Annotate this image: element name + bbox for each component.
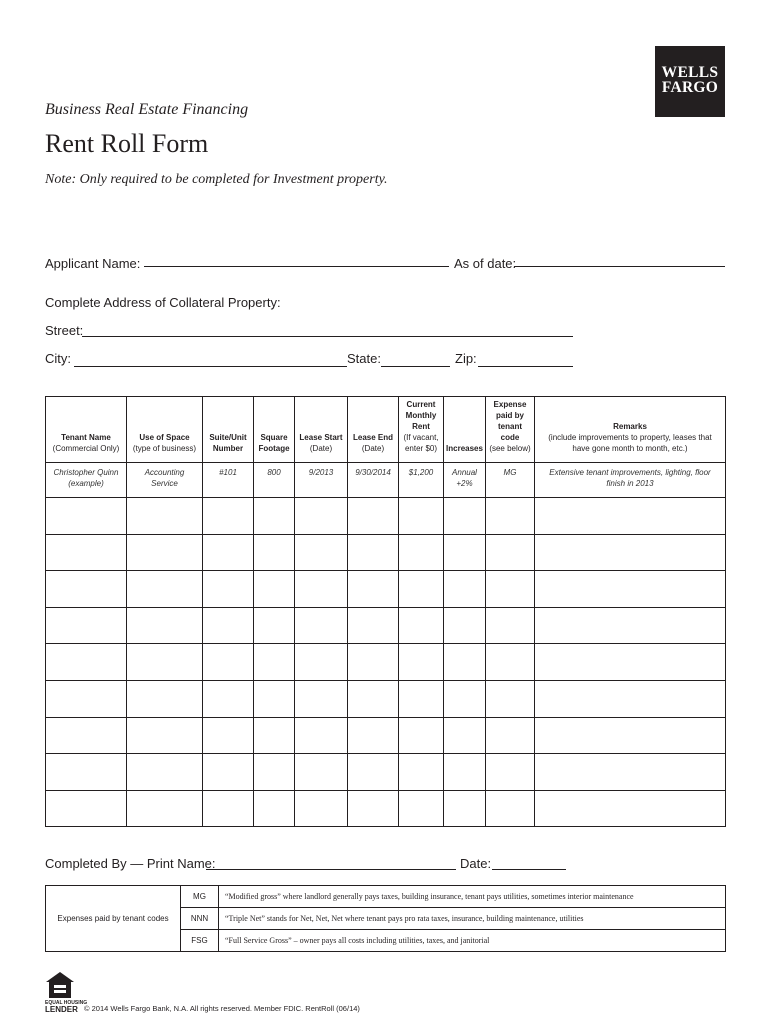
table-cell[interactable] — [444, 680, 486, 717]
code-mg-desc: “Modified gross” where landlord generally pays taxes, building insurance, tenant pays utilities, sometimes interior maintenance — [219, 886, 726, 908]
table-cell[interactable] — [203, 498, 254, 535]
table-cell[interactable] — [127, 571, 203, 608]
form-note: Note: Only required to be completed for Investment property. — [45, 172, 388, 187]
form-title: Rent Roll Form — [45, 129, 209, 158]
as-of-date-label: As of date: — [454, 256, 517, 271]
table-cell[interactable] — [348, 534, 399, 571]
table-row[interactable] — [46, 534, 726, 571]
table-cell[interactable] — [444, 790, 486, 827]
table-cell[interactable] — [348, 498, 399, 535]
equal-housing-icon — [45, 971, 75, 999]
table-cell[interactable] — [444, 607, 486, 644]
table-cell[interactable] — [203, 754, 254, 791]
table-cell[interactable] — [486, 607, 535, 644]
example-row — [46, 463, 726, 498]
table-cell[interactable] — [535, 717, 726, 754]
table-cell[interactable] — [399, 498, 444, 535]
table-cell[interactable] — [486, 680, 535, 717]
table-cell[interactable] — [444, 717, 486, 754]
table-cell[interactable] — [535, 790, 726, 827]
street-field[interactable] — [82, 336, 573, 337]
table-cell[interactable] — [535, 498, 726, 535]
table-cell[interactable] — [203, 607, 254, 644]
table-cell[interactable] — [46, 754, 127, 791]
col-header-suite-unit: Suite/Unit Number — [203, 397, 254, 463]
ehl-line2: LENDER — [45, 1005, 78, 1014]
table-cell[interactable] — [348, 754, 399, 791]
code-row — [46, 886, 726, 908]
table-cell[interactable] — [399, 754, 444, 791]
table-cell[interactable] — [295, 534, 348, 571]
table-cell[interactable] — [348, 717, 399, 754]
table-cell[interactable] — [399, 607, 444, 644]
table-cell[interactable] — [486, 534, 535, 571]
table-cell[interactable] — [295, 790, 348, 827]
table-cell[interactable] — [535, 534, 726, 571]
col-header-increases: Increases — [444, 397, 486, 463]
table-cell[interactable] — [348, 571, 399, 608]
state-label: State: — [347, 351, 381, 366]
rent-roll-table — [45, 396, 726, 827]
copyright-footer: © 2014 Wells Fargo Bank, N.A. All rights reserved. Member FDIC. RentRoll (06/14) — [84, 1004, 360, 1013]
completed-date-field[interactable] — [492, 869, 566, 870]
col-header-remarks: Remarks (include improvements to property, leases that have gone month to month, etc.) — [535, 397, 726, 463]
city-label: City: — [45, 351, 71, 366]
col-header-expense-code: Expense paid by tenant code (see below) — [486, 397, 535, 463]
table-cell[interactable] — [348, 680, 399, 717]
expense-codes-table — [45, 885, 726, 952]
table-cell[interactable] — [127, 607, 203, 644]
col-header-monthly-rent: Current Monthly Rent (If vacant, enter $0) — [399, 397, 444, 463]
table-cell[interactable] — [295, 754, 348, 791]
table-cell[interactable] — [203, 534, 254, 571]
example-sqft: 800 — [254, 463, 295, 498]
table-cell[interactable] — [254, 680, 295, 717]
col-header-square-footage: Square Footage — [254, 397, 295, 463]
table-cell[interactable] — [348, 790, 399, 827]
table-cell[interactable] — [486, 498, 535, 535]
table-cell[interactable] — [203, 717, 254, 754]
table-row[interactable] — [46, 717, 726, 754]
collateral-address-label: Complete Address of Collateral Property: — [45, 295, 281, 310]
table-cell[interactable] — [254, 717, 295, 754]
code-fsg-desc: “Full Service Gross” – owner pays all costs including utilities, taxes, and janitorial — [219, 930, 726, 952]
table-cell[interactable] — [486, 790, 535, 827]
col-header-lease-start: Lease Start (Date) — [295, 397, 348, 463]
table-cell[interactable] — [127, 680, 203, 717]
table-cell[interactable] — [127, 498, 203, 535]
completed-by-label: Completed By — Print Name: — [45, 856, 216, 871]
equal-housing-text — [45, 1001, 87, 1014]
table-row[interactable] — [46, 790, 726, 827]
table-cell[interactable] — [535, 754, 726, 791]
table-cell[interactable] — [535, 680, 726, 717]
table-cell[interactable] — [203, 644, 254, 681]
table-cell[interactable] — [46, 790, 127, 827]
table-cell[interactable] — [399, 790, 444, 827]
example-suite: #101 — [203, 463, 254, 498]
code-mg: MG — [181, 886, 219, 908]
table-cell[interactable] — [486, 717, 535, 754]
table-cell[interactable] — [46, 571, 127, 608]
applicant-name-label: Applicant Name: — [45, 256, 141, 271]
table-cell[interactable] — [348, 644, 399, 681]
table-cell[interactable] — [399, 534, 444, 571]
table-cell[interactable] — [127, 534, 203, 571]
table-cell[interactable] — [46, 607, 127, 644]
table-cell[interactable] — [486, 644, 535, 681]
example-increases: Annual +2% — [444, 463, 486, 498]
table-cell[interactable] — [254, 644, 295, 681]
table-cell[interactable] — [254, 534, 295, 571]
wells-fargo-logo — [655, 46, 725, 117]
table-cell[interactable] — [444, 754, 486, 791]
table-cell[interactable] — [348, 607, 399, 644]
codes-label: Expenses paid by tenant codes — [46, 886, 181, 952]
table-cell[interactable] — [295, 498, 348, 535]
zip-label: Zip: — [455, 351, 477, 366]
example-lease-end: 9/30/2014 — [348, 463, 399, 498]
table-cell[interactable] — [254, 498, 295, 535]
table-row[interactable] — [46, 607, 726, 644]
example-use: Accounting Service — [127, 463, 203, 498]
table-cell[interactable] — [399, 680, 444, 717]
state-field[interactable] — [381, 366, 450, 367]
table-cell[interactable] — [46, 498, 127, 535]
street-label: Street: — [45, 323, 84, 338]
table-cell[interactable] — [254, 754, 295, 791]
code-fsg: FSG — [181, 930, 219, 952]
table-cell[interactable] — [46, 534, 127, 571]
table-cell[interactable] — [127, 754, 203, 791]
table-cell[interactable] — [254, 607, 295, 644]
table-cell[interactable] — [254, 790, 295, 827]
table-cell[interactable] — [295, 607, 348, 644]
ehl-line1: EQUAL HOUSING — [45, 1000, 88, 1006]
table-cell[interactable] — [127, 790, 203, 827]
as-of-date-field[interactable] — [514, 266, 725, 267]
code-nnn: NNN — [181, 908, 219, 930]
table-row[interactable] — [46, 754, 726, 791]
applicant-name-field[interactable] — [144, 266, 449, 267]
example-remarks: Extensive tenant improvements, lighting, floor finish in 2013 — [535, 463, 726, 498]
col-header-use-of-space: Use of Space (type of business) — [127, 397, 203, 463]
table-cell[interactable] — [127, 717, 203, 754]
example-tenant: Christopher Quinn (example) — [46, 463, 127, 498]
table-cell[interactable] — [203, 680, 254, 717]
table-cell[interactable] — [535, 644, 726, 681]
table-row[interactable] — [46, 498, 726, 535]
table-cell[interactable] — [254, 571, 295, 608]
table-cell[interactable] — [486, 571, 535, 608]
print-name-field[interactable] — [206, 869, 456, 870]
table-cell[interactable] — [444, 644, 486, 681]
table-cell[interactable] — [444, 534, 486, 571]
table-cell[interactable] — [46, 680, 127, 717]
table-cell[interactable] — [295, 644, 348, 681]
table-cell[interactable] — [295, 680, 348, 717]
code-nnn-desc: “Triple Net” stands for Net, Net, Net where tenant pays pro rata taxes, insurance, building maintenance, utilities — [219, 908, 726, 930]
table-cell[interactable] — [46, 644, 127, 681]
table-row[interactable] — [46, 571, 726, 608]
table-cell[interactable] — [295, 717, 348, 754]
example-lease-start: 9/2013 — [295, 463, 348, 498]
table-cell[interactable] — [203, 571, 254, 608]
table-cell[interactable] — [127, 644, 203, 681]
table-cell[interactable] — [535, 607, 726, 644]
table-cell[interactable] — [486, 754, 535, 791]
col-header-tenant-name: Tenant Name (Commercial Only) — [46, 397, 127, 463]
table-cell[interactable] — [46, 717, 127, 754]
table-cell[interactable] — [444, 498, 486, 535]
table-cell[interactable] — [399, 571, 444, 608]
form-subtitle: Business Real Estate Financing — [45, 101, 249, 118]
example-rent: $1,200 — [399, 463, 444, 498]
logo-line2: FARGO — [661, 79, 719, 96]
table-cell[interactable] — [203, 790, 254, 827]
table-cell[interactable] — [399, 717, 444, 754]
table-cell[interactable] — [295, 571, 348, 608]
example-expense-code: MG — [486, 463, 535, 498]
table-cell[interactable] — [535, 571, 726, 608]
table-cell[interactable] — [399, 644, 444, 681]
city-field[interactable] — [74, 366, 347, 367]
table-header-row — [46, 397, 726, 463]
table-row[interactable] — [46, 680, 726, 717]
logo-line1: WELLS — [661, 64, 719, 81]
table-row[interactable] — [46, 644, 726, 681]
col-header-lease-end: Lease End (Date) — [348, 397, 399, 463]
table-cell[interactable] — [444, 571, 486, 608]
completed-date-label: Date: — [460, 856, 492, 871]
zip-field[interactable] — [478, 366, 573, 367]
